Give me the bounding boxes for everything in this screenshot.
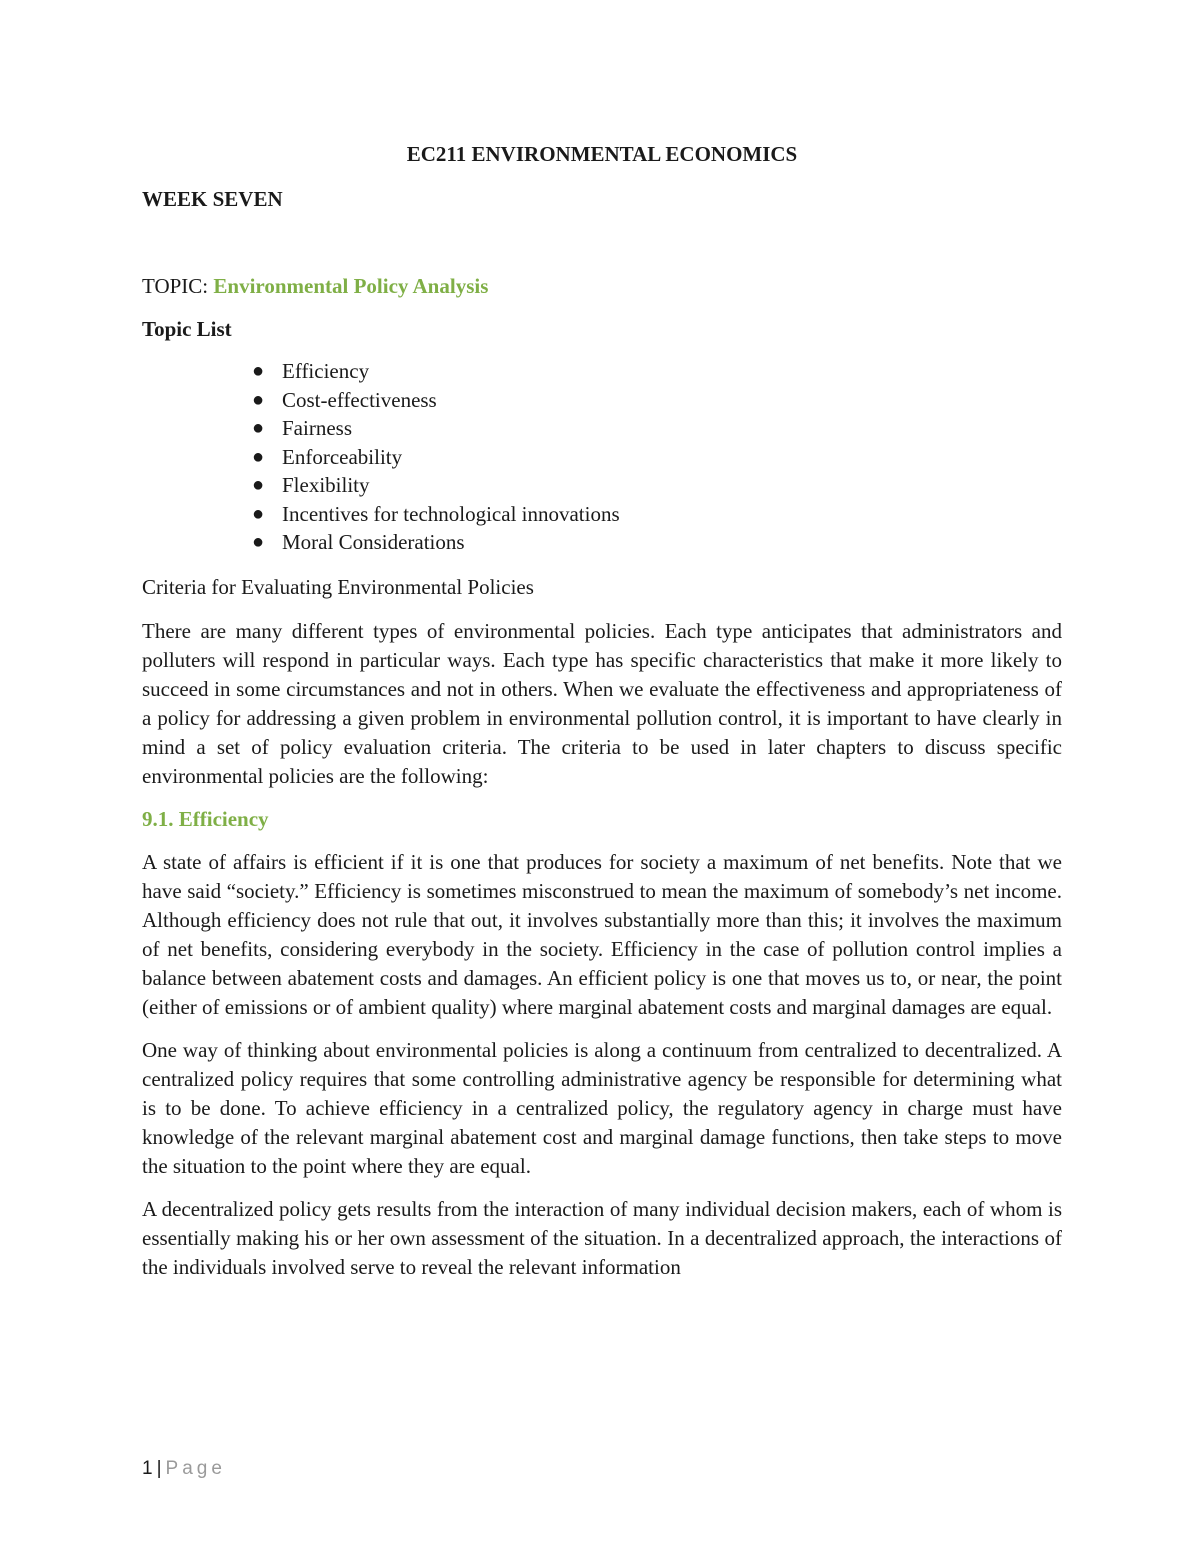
paragraph-centralized: One way of thinking about environmental policies is along a continuum from centralized to decentralized. A centralized policy requires that some controlling administrative agency be responsible for determining what is to be done. To achieve efficiency in a centralized policy, the regulatory agency in charge must have knowledge of the relevant marginal abatement cost and marginal damage functions, then take steps to move the situation to the point where they are equal. [142, 1037, 1062, 1178]
footer-separator: | [156, 1458, 162, 1479]
criteria-heading: Criteria for Evaluating Environmental Policies [142, 574, 534, 599]
topic-line [142, 272, 1062, 301]
list-item: ● Incentives for technological innovations [142, 500, 1062, 529]
paragraph-intro: There are many different types of environmental policies. Each type anticipates that administrators and polluters will respond in particular ways. Each type has specific characteristics that make it more likely to succeed in some circumstances and not in others. When we evaluate the effectiveness and appropriateness of a policy for addressing a given problem in environmental pollution control, it is important to have clearly in mind a set of policy evaluation criteria. The criteria to be used in later chapters to discuss specific environmental policies are the following: [142, 618, 1062, 788]
list-item: ● Fairness [142, 414, 1062, 443]
bullet-icon: ● [252, 474, 265, 496]
topic-list-title: Topic List [142, 317, 232, 341]
list-item: ● Flexibility [142, 471, 1062, 500]
topic-list [142, 357, 1062, 557]
document-title: EC211 ENVIRONMENTAL ECONOMICS [406, 142, 798, 166]
topic-value: Environmental Policy Analysis [213, 274, 489, 298]
page-footer [142, 1458, 226, 1480]
bullet-icon: ● [252, 445, 265, 468]
paragraph-decentralized: A decentralized policy gets results from the interaction of many individual decision makers, each of whom is essentially making his or her own assessment of the situation. In a decentralized approach, the interactions of the individuals involved serve to reveal the relevant information [142, 1196, 1062, 1279]
list-item: ● Efficiency [142, 357, 1062, 386]
topic-label: TOPIC: [142, 274, 214, 298]
list-item: ● Enforceability [142, 443, 1062, 472]
list-item: ● Cost-effectiveness [142, 386, 1062, 415]
bullet-icon: ● [252, 360, 265, 382]
page-number: 1 [142, 1458, 153, 1479]
bullet-icon: ● [252, 417, 265, 439]
list-item: ● Moral Considerations [142, 528, 1062, 557]
page-word: Page [165, 1458, 226, 1479]
week-heading: WEEK SEVEN [142, 187, 283, 211]
bullet-icon: ● [252, 388, 265, 411]
section-heading-efficiency: 9.1. Efficiency [142, 806, 269, 831]
bullet-icon: ● [252, 531, 265, 553]
paragraph-efficiency: A state of affairs is efficient if it is one that produces for society a maximum of net benefits. Note that we have said “society.” Efficiency is sometimes misconstrued to mean the maximum of somebody’s net income. Although efficiency does not rule that out, it involves substantially more than this; it involves the maximum of net benefits, considering everybody in the society. Efficiency in the case of pollution control implies a balance between abatement costs and damages. An efficient policy is one that moves us to, or near, the point (either of emissions or of ambient quality) where marginal abatement costs and marginal damages are equal. [142, 849, 1062, 1019]
document-page [142, 140, 1062, 1296]
bullet-icon: ● [252, 502, 265, 525]
